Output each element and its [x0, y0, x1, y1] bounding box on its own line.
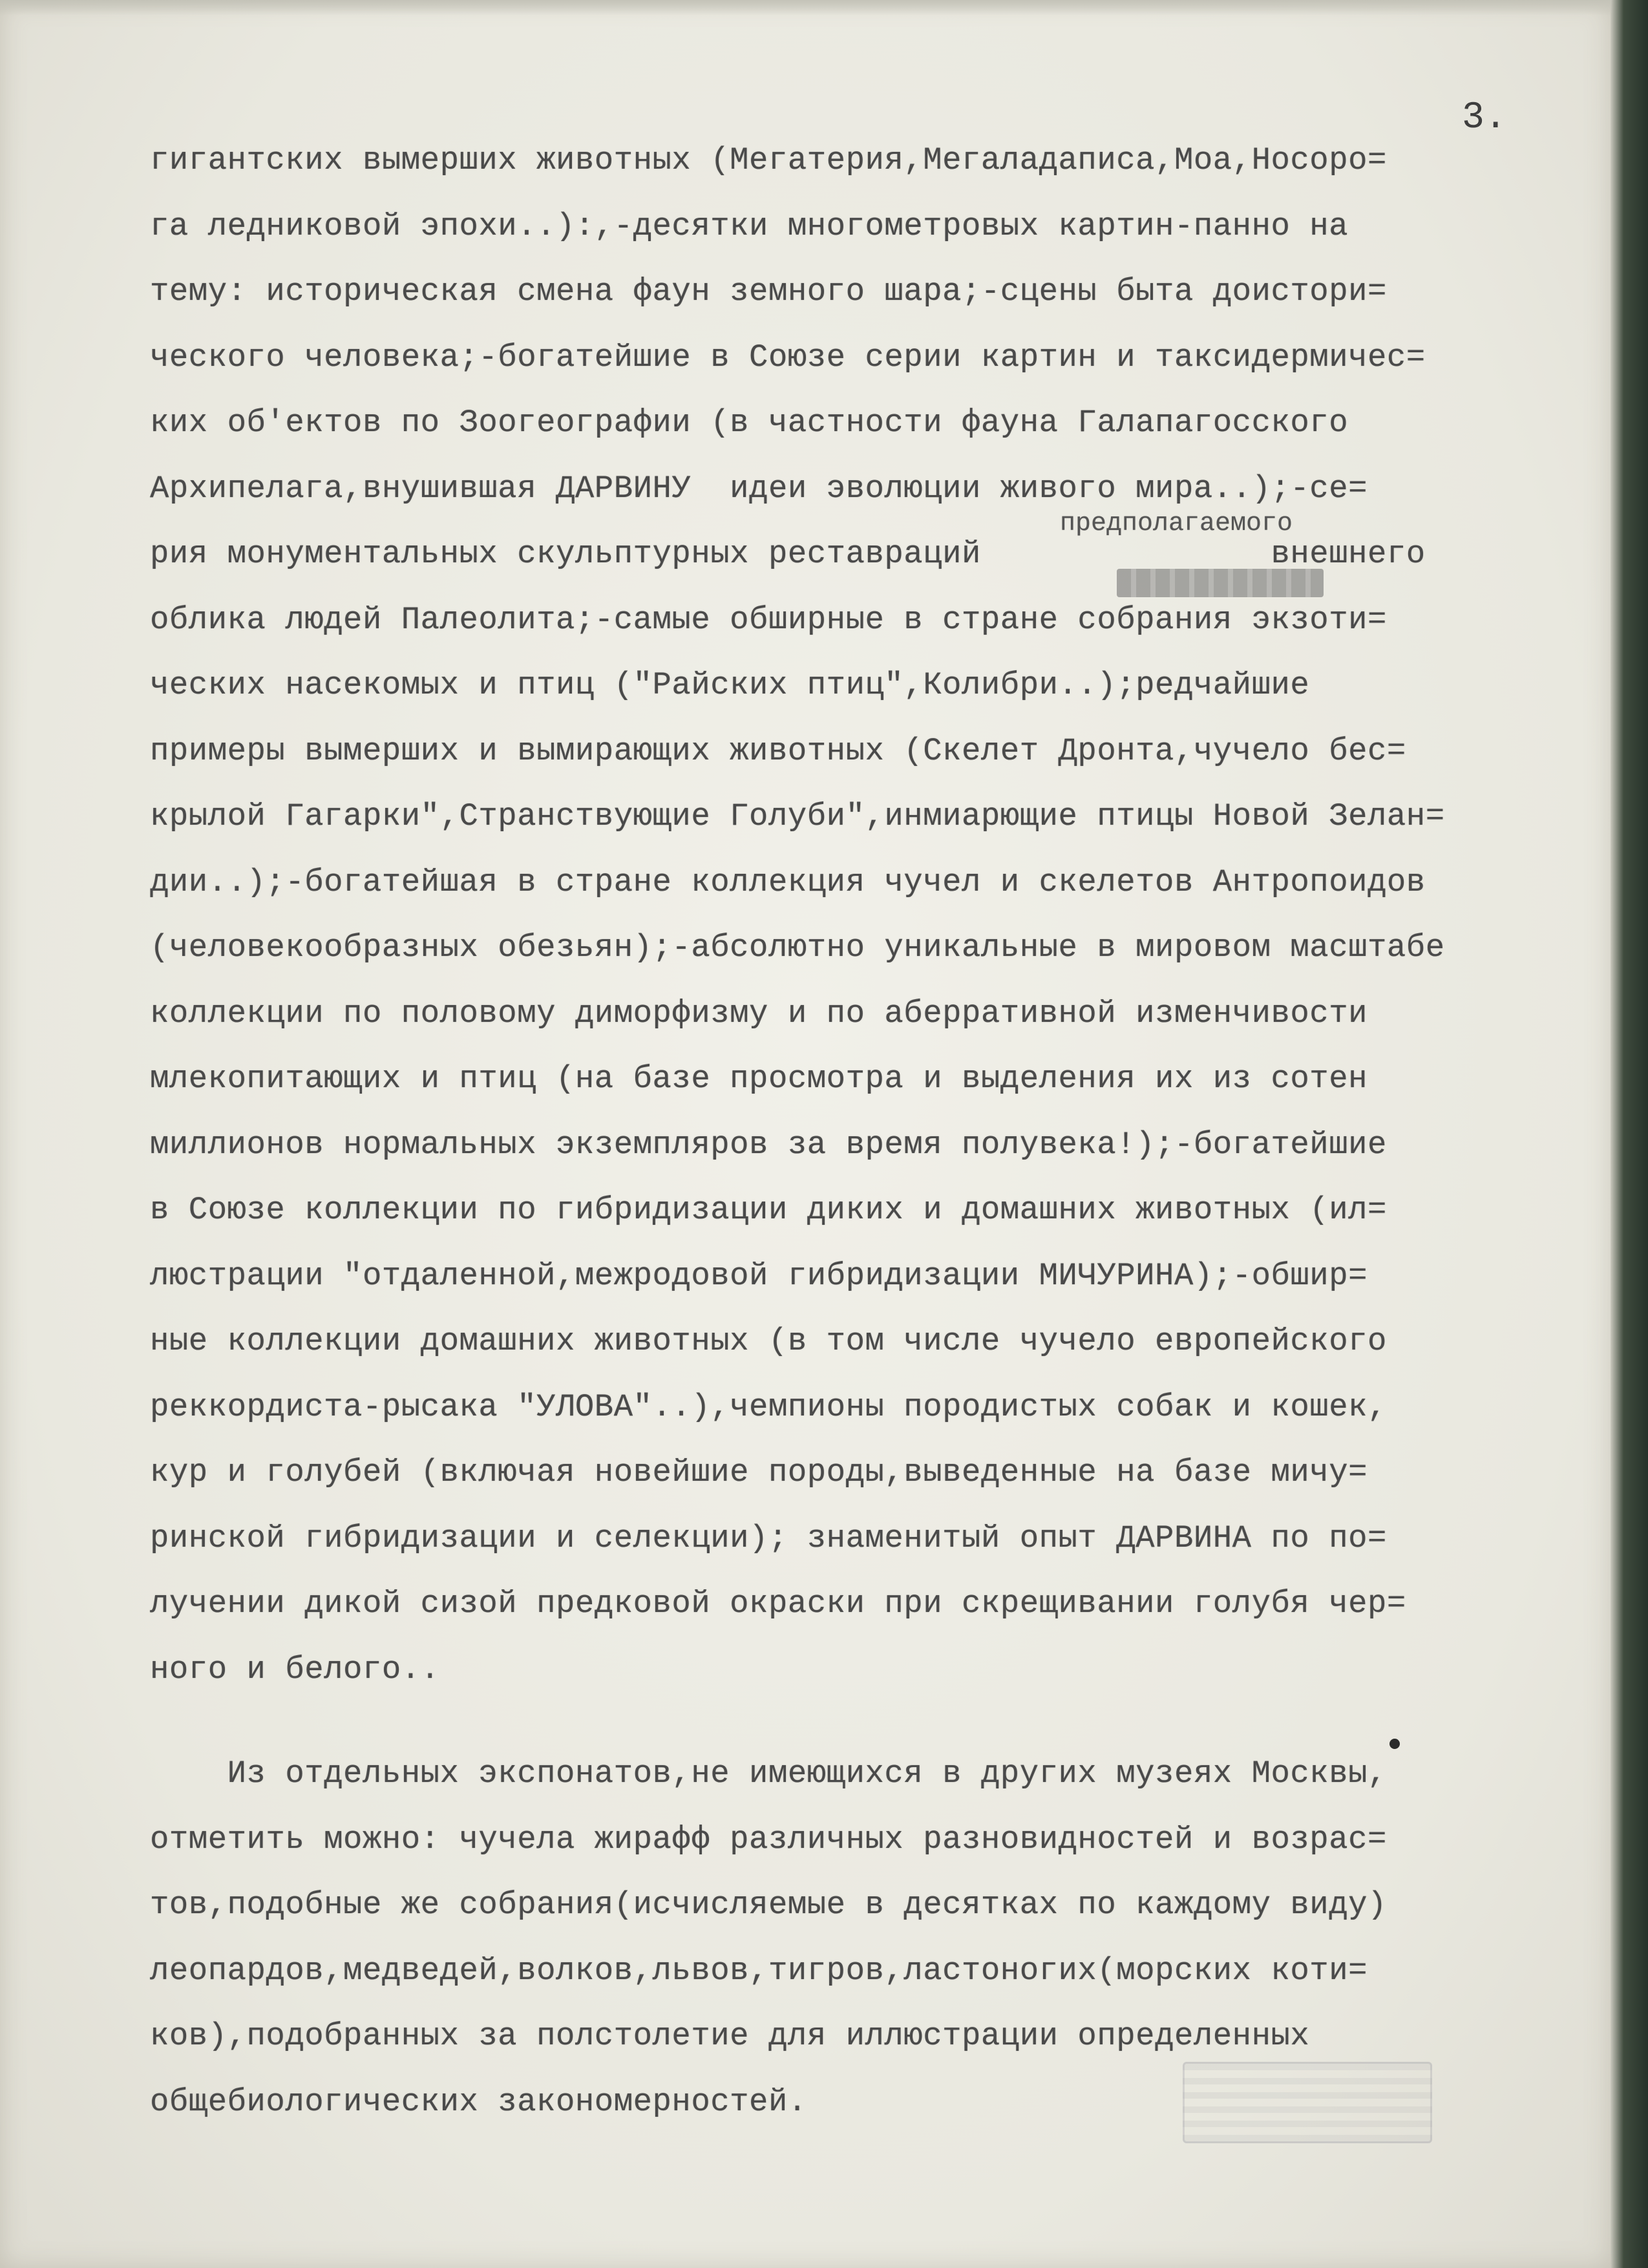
page-number: 3.: [1462, 97, 1507, 139]
text-line: ного и белого..: [150, 1651, 440, 1688]
handwritten-insertion: предполагаемого: [1060, 509, 1293, 538]
text-line: млекопитающих и птиц (на базе просмотра и выделения их из сотен: [150, 1061, 1368, 1097]
text-line: в Союзе коллекции по гибридизации диких и домашних животных (ил=: [150, 1192, 1387, 1228]
text-line: леопардов,медведей,волков,львов,тигров,ластоногих(морских коти=: [150, 1952, 1368, 1989]
faint-archive-stamp: [1183, 2062, 1432, 2143]
text-line: миллионов нормальных экземпляров за время полувека!);-богатейшие: [150, 1126, 1387, 1163]
text-line: примеры вымерших и вымирающих животных (Скелет Дронта,чучело бес=: [150, 732, 1406, 769]
paragraph-gap: [150, 1702, 1611, 1741]
text-line: ные коллекции домашних животных (в том числе чучело европейского: [150, 1323, 1387, 1359]
text-line: отметить можно: чучела жирафф различных разновидностей и возрас=: [150, 1821, 1387, 1858]
text-line: кур и голубей (включая новейшие породы,выведенные на базе мичу=: [150, 1454, 1368, 1490]
text-line: га ледниковой эпохи..):,-десятки многометровых картин-панно на: [150, 207, 1349, 244]
text-line: коллекции по половому диморфизму и по аберративной изменчивости: [150, 995, 1368, 1032]
page-top-edge: [0, 0, 1611, 16]
text-line: лучении дикой сизой предковой окраски при скрещивании голубя чер=: [150, 1585, 1406, 1622]
text-line: крылой Гагарки",Странствующие Голуби",инмиарющие птицы Новой Зелан=: [150, 798, 1445, 834]
text-line: (человекообразных обезьян);-абсолютно уникальные в мировом масштабе: [150, 929, 1445, 966]
text-line: Из отдельных экспонатов,не имеющихся в других музеях Москвы,: [150, 1755, 1387, 1792]
text-line: ков),подобранных за полстолетие для иллюстрации определенных: [150, 2018, 1310, 2054]
text-line: люстрации "отдаленной,межродовой гибридизации МИЧУРИНА);-обшир=: [150, 1257, 1368, 1294]
text-line: тов,подобные же собрания(исчисляемые в десятках по каждому виду): [150, 1887, 1387, 1923]
text-line: общебиологических закономерностей.: [150, 2083, 807, 2120]
text-line: реккордиста-рысака "УЛОВА"..),чемпионы породистых собак и кошек,: [150, 1388, 1387, 1425]
text-line: рия монументальных скульптурных реставраций внешнего: [150, 536, 1426, 572]
text-line: гигантских вымерших животных (Мегатерия,Мегаладаписа,Моа,Носоро=: [150, 142, 1387, 178]
text-line: ких об'ектов по Зоогеографии (в частности фауна Галапагосского: [150, 405, 1349, 441]
text-line: дии..);-богатейшая в стране коллекция чучел и скелетов Антропоидов: [150, 864, 1426, 900]
text-line: ческого человека;-богатейшие в Союзе серии картин и таксидермичес=: [150, 339, 1426, 376]
text-line: облика людей Палеолита;-самые обширные в стране собрания экзоти=: [150, 601, 1387, 638]
text-line: тему: историческая смена фаун земного шара;-сцены быта доистори=: [150, 273, 1387, 310]
text-line: ринской гибридизации и селекции); знаменитый опыт ДАРВИНА по по=: [150, 1520, 1387, 1556]
scan-background-edge: [1611, 0, 1648, 2268]
text-line: ческих насекомых и птиц ("Райских птиц",Колибри..);редчайшие: [150, 667, 1310, 703]
text-line: Архипелага,внушившая ДАРВИНУ идеи эволюции живого мира..);-се=: [150, 470, 1368, 507]
ink-spot: [1389, 1739, 1400, 1749]
typed-text-body: [150, 128, 1611, 2135]
